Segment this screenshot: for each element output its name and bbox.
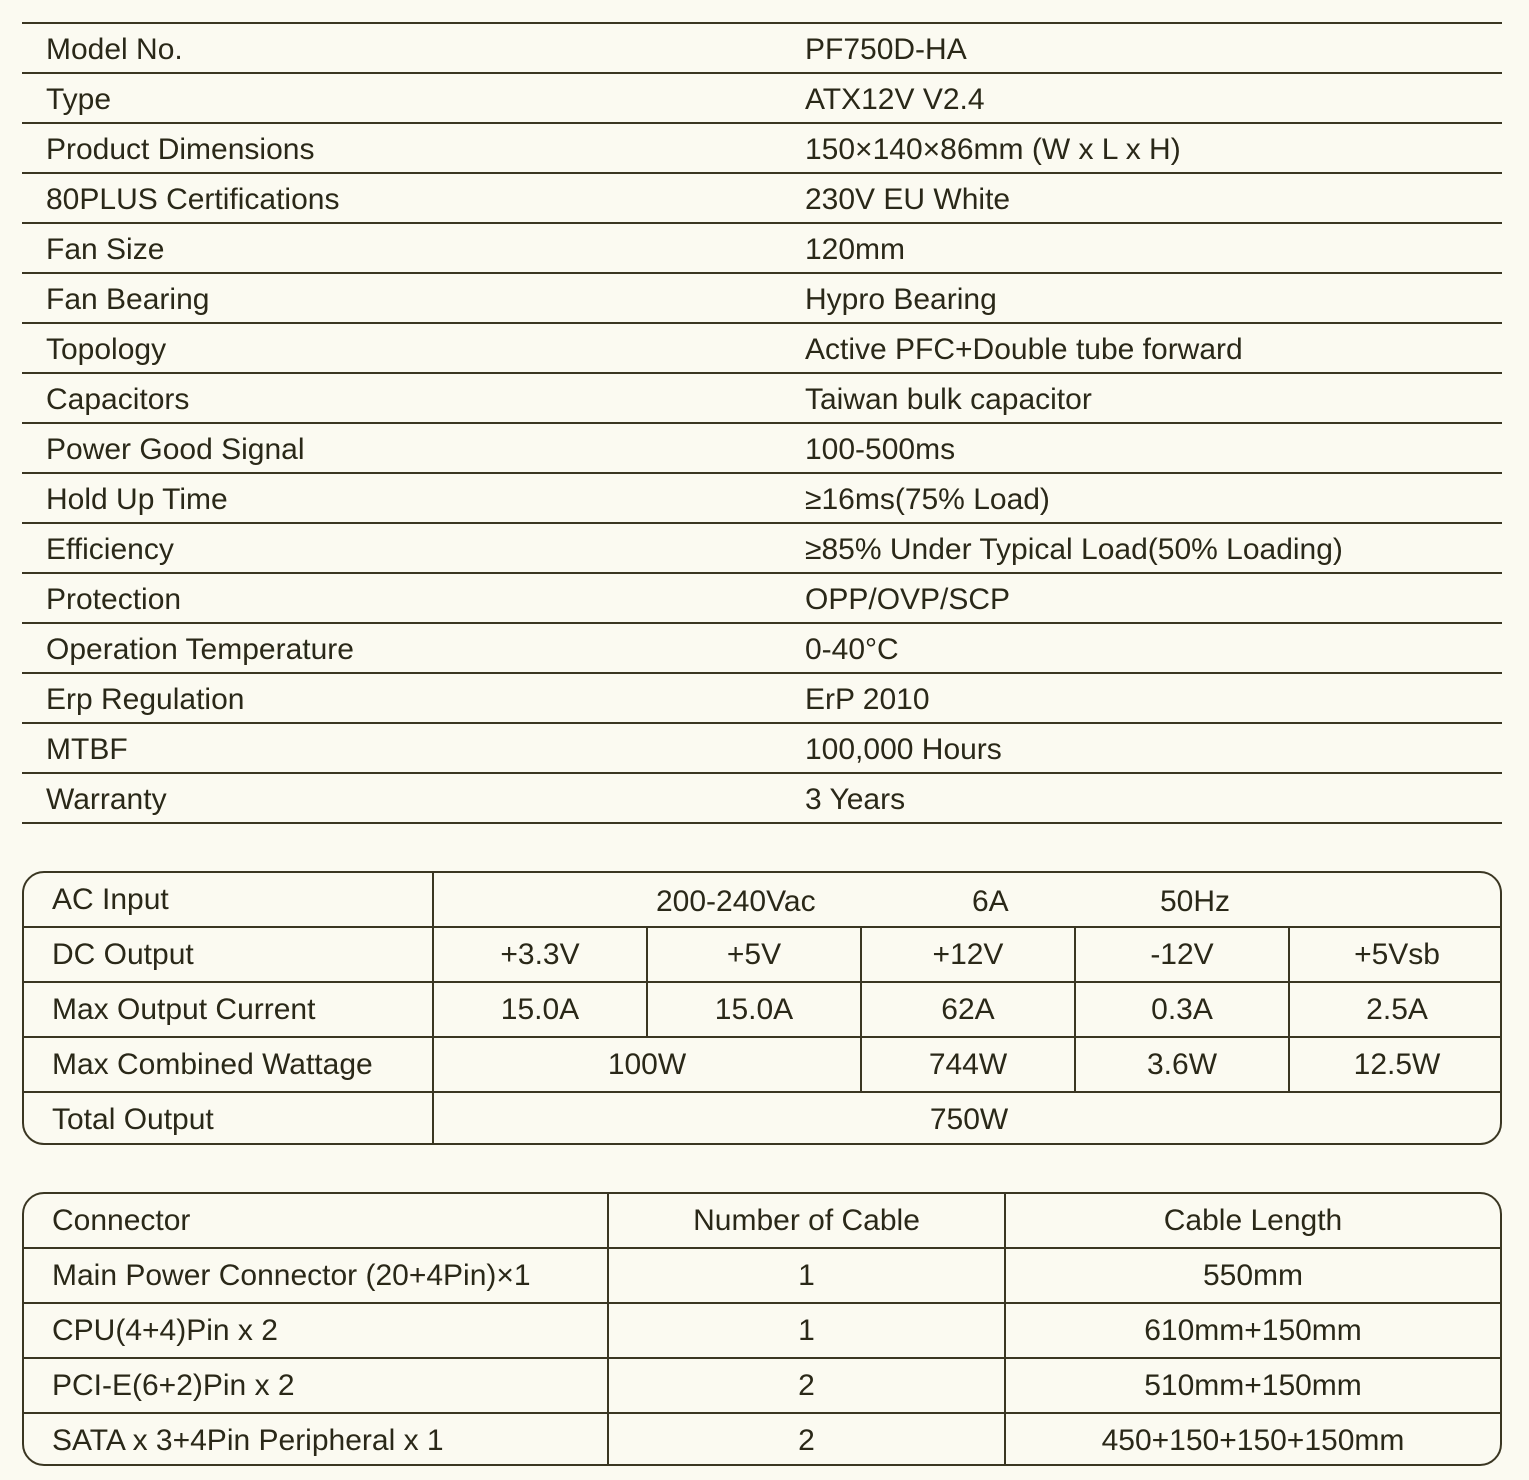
max-output-current-row (24, 982, 1502, 1037)
spec-label: Hold Up Time (46, 483, 228, 516)
spec-value: ATX12V V2.4 (805, 83, 985, 116)
spec-label: Product Dimensions (46, 133, 315, 166)
cable-count: 2 (608, 1413, 1005, 1466)
spec-row (22, 274, 1502, 324)
spec-value: Taiwan bulk capacitor (805, 383, 1092, 416)
spec-value: Active PFC+Double tube forward (805, 333, 1243, 366)
ac-input-label: AC Input (24, 873, 433, 927)
spec-label: Capacitors (46, 383, 190, 416)
wattage-cell: 3.6W (1075, 1037, 1289, 1092)
spec-label: Erp Regulation (46, 683, 245, 716)
spec-row (22, 324, 1502, 374)
cable-length: 550mm (1005, 1248, 1500, 1303)
connector-name: SATA x 3+4Pin Peripheral x 1 (24, 1413, 608, 1466)
total-output-row (24, 1092, 1502, 1145)
column-header: Cable Length (1005, 1194, 1500, 1248)
spec-label: Topology (46, 333, 167, 366)
spec-value: ≥85% Under Typical Load(50% Loading) (805, 533, 1343, 566)
column-header: Number of Cable (608, 1194, 1005, 1248)
column-header: Connector (24, 1194, 608, 1248)
spec-value: 120mm (805, 233, 906, 266)
connector-row (24, 1303, 1500, 1358)
current-cell: 15.0A (647, 982, 861, 1037)
cable-length: 610mm+150mm (1005, 1303, 1500, 1358)
ac-input-values (433, 873, 1502, 927)
rail-cell: +3.3V (433, 927, 647, 982)
connector-name: Main Power Connector (20+4Pin)×1 (24, 1248, 608, 1303)
spec-row (22, 724, 1502, 774)
connector-row (24, 1358, 1500, 1413)
spec-row (22, 74, 1502, 124)
total-output-value: 750W (433, 1092, 1502, 1145)
spec-label: Power Good Signal (46, 433, 305, 466)
connector-header-row (24, 1194, 1500, 1248)
max-combined-wattage-row (24, 1037, 1502, 1092)
spec-row (22, 674, 1502, 724)
connector-table-body (24, 1194, 1500, 1466)
spec-row (22, 774, 1502, 824)
spec-label: Fan Bearing (46, 283, 210, 316)
spec-row (22, 574, 1502, 624)
max-combined-wattage-label: Max Combined Wattage (24, 1037, 433, 1092)
cable-length: 510mm+150mm (1005, 1358, 1500, 1413)
ac-input-voltage: 200-240Vac (656, 885, 816, 918)
spec-value: ≥16ms(75% Load) (805, 483, 1050, 516)
max-output-current-label: Max Output Current (24, 982, 433, 1037)
rail-cell: +12V (861, 927, 1075, 982)
spec-row (22, 174, 1502, 224)
spec-value: 230V EU White (805, 183, 1011, 216)
spec-label: MTBF (46, 733, 128, 766)
current-cell: 15.0A (433, 982, 647, 1037)
spec-row (22, 374, 1502, 424)
spec-value: PF750D-HA (805, 33, 967, 66)
connector-name: PCI-E(6+2)Pin x 2 (24, 1358, 608, 1413)
total-output-label: Total Output (24, 1092, 433, 1145)
wattage-cell: 744W (861, 1037, 1075, 1092)
cable-count: 1 (608, 1303, 1005, 1358)
spec-value: 100,000 Hours (805, 733, 1002, 766)
cable-count: 1 (608, 1248, 1005, 1303)
spec-label: 80PLUS Certifications (46, 183, 340, 216)
power-table (22, 871, 1502, 1145)
spec-value: 0-40°C (805, 633, 899, 666)
connector-table (22, 1192, 1502, 1466)
connector-row (24, 1248, 1500, 1303)
spec-row (22, 124, 1502, 174)
spec-row (22, 224, 1502, 274)
connector-row (24, 1413, 1500, 1466)
spec-label: Efficiency (46, 533, 174, 566)
wattage-cell: 100W (433, 1037, 861, 1092)
spec-label: Fan Size (46, 233, 165, 266)
rail-cell: +5Vsb (1289, 927, 1502, 982)
dc-output-row (24, 927, 1502, 982)
rail-cell: -12V (1075, 927, 1289, 982)
spec-value: Hypro Bearing (805, 283, 997, 316)
spec-row (22, 474, 1502, 524)
connector-name: CPU(4+4)Pin x 2 (24, 1303, 608, 1358)
dc-output-label: DC Output (24, 927, 433, 982)
spec-value: ErP 2010 (805, 683, 930, 716)
rail-cell: +5V (647, 927, 861, 982)
ac-input-current: 6A (972, 885, 1009, 918)
ac-input-row (24, 873, 1502, 927)
cable-count: 2 (608, 1358, 1005, 1413)
spec-row (22, 624, 1502, 674)
spec-list (22, 22, 1502, 824)
wattage-cell: 12.5W (1289, 1037, 1502, 1092)
cable-length: 450+150+150+150mm (1005, 1413, 1500, 1466)
spec-label: Warranty (46, 783, 167, 816)
current-cell: 62A (861, 982, 1075, 1037)
ac-input-frequency: 50Hz (1160, 885, 1231, 918)
spec-row (22, 424, 1502, 474)
spec-value: OPP/OVP/SCP (805, 583, 1011, 616)
spec-value: 150×140×86mm (W x L x H) (805, 133, 1181, 166)
current-cell: 0.3A (1075, 982, 1289, 1037)
spec-label: Model No. (46, 33, 183, 66)
current-cell: 2.5A (1289, 982, 1502, 1037)
spec-row (22, 524, 1502, 574)
spec-row (22, 24, 1502, 74)
spec-label: Protection (46, 583, 182, 616)
spec-value: 3 Years (805, 783, 906, 816)
spec-value: 100-500ms (805, 433, 956, 466)
spec-label: Operation Temperature (46, 633, 354, 666)
spec-label: Type (46, 83, 112, 116)
